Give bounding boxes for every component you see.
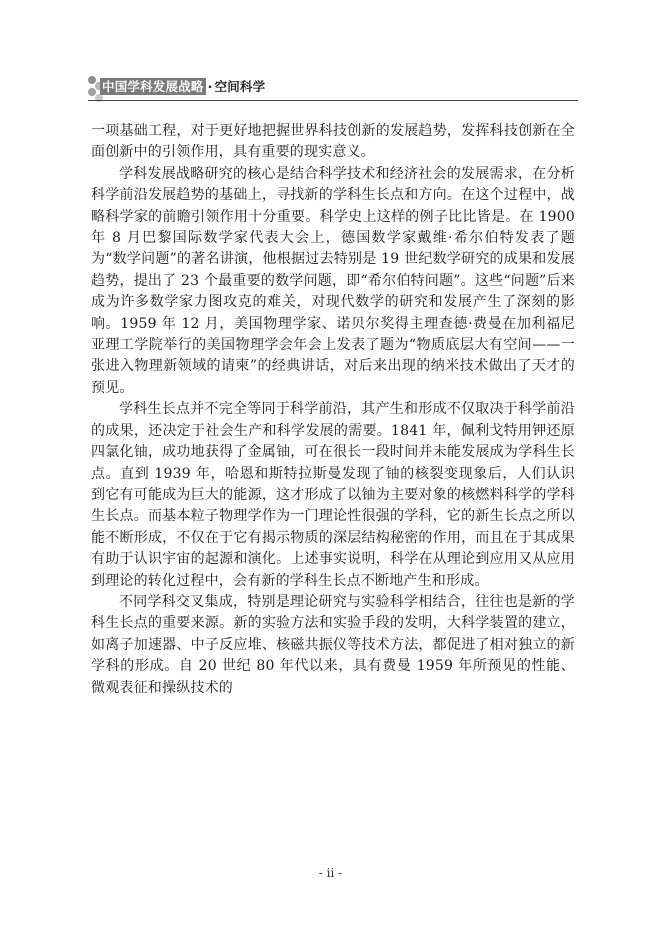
- paragraph-continued: 一项基础工程，对于更好地把握世界科技创新的发展趋势，发挥科技创新在全面创新中的引领作用，具有重要的现实意义。: [91, 123, 575, 161]
- body-text: [91, 121, 575, 699]
- header-rule: [88, 100, 578, 101]
- paragraph: 不同学科交叉集成，特别是理论研究与实验科学相结合，往往也是新的学科生长点的重要来源。新的实验方法和实验手段的发明，大科学装置的建立，如离子加速器、中子反应堆、核磁共振仪等技术方法，都促进了相对独立的新学科的形成。自 20 世纪 80 年代以来，具有费曼 1959 年所预见的性能、微观表征和操纵技术的: [91, 593, 575, 696]
- header-title: [100, 78, 265, 96]
- running-header: [88, 72, 578, 104]
- book-title: 空间科学: [214, 79, 266, 94]
- header-separator: ·: [207, 79, 213, 94]
- paragraph: 学科生长点并不完全等同于科学前沿，其产生和形成不仅取决于科学前沿的成果，还决定于社会生产和科学发展的需要。1841 年，佩利戈特用钾还原四氯化铀，成功地获得了金属铀，可在很长一段时间并未能发展成为学科生长点。直到 1939 年，哈恩和斯特拉斯曼发现了铀的核裂变现象后，人们认识到它有可能成为巨大的能源，这才形成了以铀为主要对象的核燃料科学的学科生长点。而基本粒子物理学作为一门理论性很强的学科，它的新生长点之所以能不断形成，不仅在于它有揭示物质的深层结构秘密的作用，而且在于其成果有助于认识宇宙的起源和演化。上述事实说明，科学在从理论到应用又从应用到理论的转化过程中，会有新的学科生长点不断地产生和形成。: [91, 401, 575, 589]
- paragraph: 学科发展战略研究的核心是结合科学技术和经济社会的发展需求，在分析科学前沿发展趋势的基础上，寻找新的学科生长点和方向。在这个过程中，战略科学家的前瞻引领作用十分重要。科学史上这样的例子比比皆是。在 1900 年 8 月巴黎国际数学家代表大会上，德国数学家戴维·希尔伯特发表了题为“数学问题”的著名讲演，他根据过去特别是 19 世纪数学研究的成果和发展趋势，提出了 23 个最重要的数学问题，即“希尔伯特问题”。这些“问题”后来成为许多数学家力图攻克的难关，对现代数学的研究和发展产生了深刻的影响。1959 年 12 月，美国物理学家、诺贝尔奖得主理查德·费曼在加利福尼亚理工学院举行的美国物理学会年会上发表了题为“物质底层大有空间——一张进入物理新领域的请柬”的经典讲话，对后来出现的纳米技术做出了天才的预见。: [91, 165, 575, 396]
- series-title: 中国学科发展战略: [102, 79, 204, 94]
- page-number: - ii -: [318, 866, 343, 880]
